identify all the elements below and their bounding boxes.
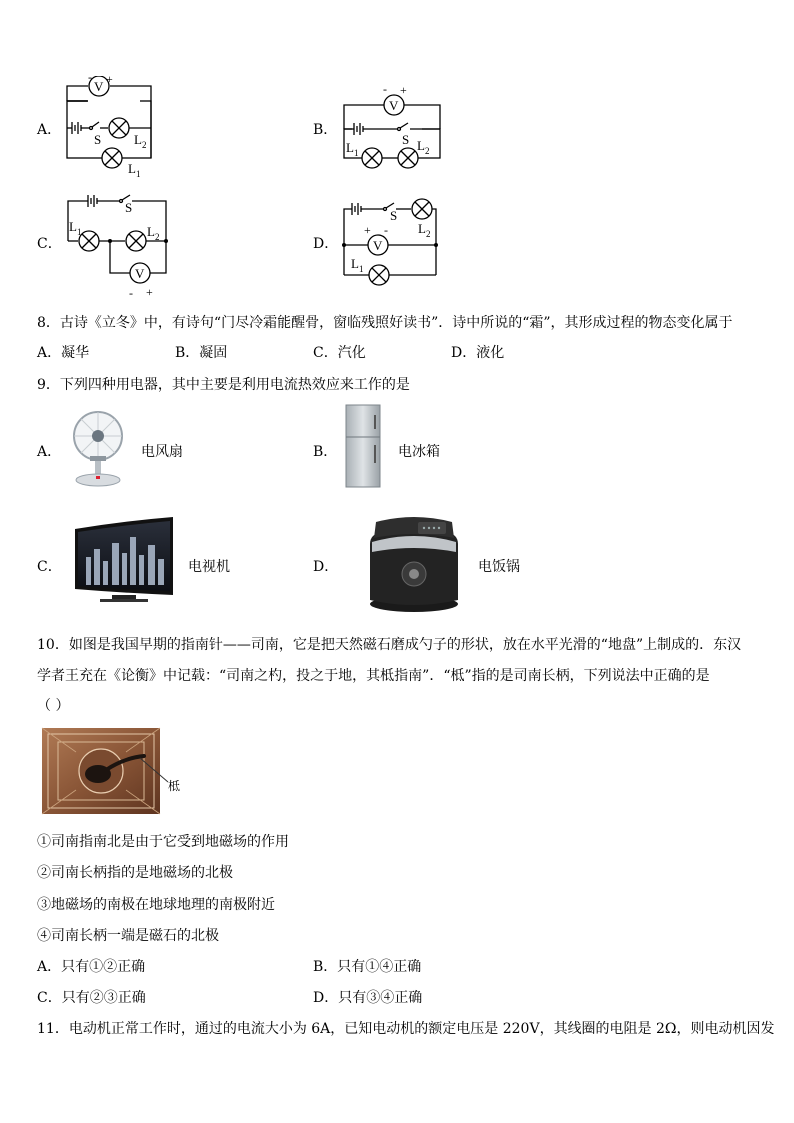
q7-circuit-d <box>338 196 446 286</box>
q9-option-a-name[interactable]: 电风扇 <box>141 444 183 460</box>
q7-circuit-b <box>338 82 448 174</box>
q9-option-b-letter[interactable]: B． <box>313 444 338 460</box>
minus-sign: - <box>129 286 133 300</box>
q10-stem-line1: 10．如图是我国早期的指南针——司南，它是把天然磁石磨成勺子的形状，放在水平光滑的“地盘”上制成的．东汉 <box>37 637 742 653</box>
q10-answer-paren: （ ） <box>37 698 70 714</box>
subscript-1: 1 <box>359 264 364 274</box>
plus-sign: + <box>106 76 113 86</box>
q10-statement-4: ④司南长柄一端是磁石的北极 <box>37 928 219 944</box>
q10-option-d[interactable]: D．只有③④正确 <box>313 990 423 1006</box>
lamp-l1-label: L <box>69 219 77 234</box>
lamp-l2-label: L <box>147 224 155 239</box>
q10-option-b[interactable]: B．只有①④正确 <box>313 959 422 975</box>
q9-option-c-letter[interactable]: C． <box>37 559 62 575</box>
q10-option-a[interactable]: A．只有①②正确 <box>37 959 146 975</box>
television-image <box>72 515 176 605</box>
voltmeter-label: V <box>373 238 383 253</box>
lamp-l1-label: L <box>346 140 354 155</box>
subscript-1: 1 <box>77 227 82 237</box>
q10-statement-3: ③地磁场的南极在地球地理的南极附近 <box>37 897 275 913</box>
minus-sign: - <box>383 82 387 96</box>
q8-option-b[interactable]: B．凝固 <box>175 345 228 361</box>
subscript-2: 2 <box>142 140 147 150</box>
subscript-2: 2 <box>425 146 430 156</box>
q7-option-c-letter: C． <box>37 236 62 252</box>
minus-sign: - <box>384 223 388 237</box>
q9-option-d-letter[interactable]: D． <box>313 559 339 575</box>
lamp-l2-label: L <box>417 138 425 153</box>
switch-label: S <box>94 132 102 147</box>
subscript-1: 1 <box>136 169 141 178</box>
electric-fan-image <box>68 410 130 488</box>
q11-stem: 11．电动机正常工作时，通过的电流大小为 6A，已知电动机的额定电压是 220V，其线圈的电阻是 2Ω，则电动机因发 <box>37 1021 775 1037</box>
refrigerator-image <box>342 403 384 489</box>
plus-sign: + <box>146 285 153 299</box>
q8-stem: 8．古诗《立冬》中，有诗句“门尽冷霜能醒骨，窗临残照好读书”．诗中所说的“霜”，其形成过程的物态变化属于 <box>37 315 733 331</box>
rice-cooker-image <box>362 512 466 616</box>
lamp-l2-label: L <box>418 221 426 236</box>
lamp-l1-label: L <box>128 161 136 176</box>
q9-option-d-name[interactable]: 电饭锅 <box>478 559 520 575</box>
q7-circuit-c <box>62 190 177 300</box>
q10-statement-2: ②司南长柄指的是地磁场的北极 <box>37 865 233 881</box>
q9-option-c-name[interactable]: 电视机 <box>188 559 230 575</box>
q9-stem: 9．下列四种用电器，其中主要是利用电流热效应来工作的是 <box>37 377 410 393</box>
voltmeter-label: V <box>135 266 145 281</box>
subscript-1: 1 <box>354 148 359 158</box>
sinan-handle-label: 柢 <box>168 779 181 793</box>
plus-sign: + <box>400 83 407 97</box>
switch-label: S <box>125 200 133 215</box>
q10-statement-1: ①司南指南北是由于它受到地磁场的作用 <box>37 834 289 850</box>
switch-label: S <box>390 208 398 223</box>
q9-option-b-name[interactable]: 电冰箱 <box>398 444 440 460</box>
minus-sign: - <box>88 76 92 84</box>
q8-option-c[interactable]: C．汽化 <box>313 345 366 361</box>
plus-sign: + <box>364 223 371 237</box>
lamp-l2-label: L <box>134 132 142 147</box>
q7-option-d-letter: D． <box>313 236 339 252</box>
q8-option-d[interactable]: D．液化 <box>451 345 505 361</box>
subscript-2: 2 <box>155 232 160 242</box>
q7-option-b-letter: B． <box>313 122 338 138</box>
voltmeter-label: V <box>94 79 104 94</box>
subscript-2: 2 <box>426 229 431 239</box>
sinan-compass-image <box>40 722 190 818</box>
q7-option-a-letter: A． <box>37 122 62 138</box>
q7-circuit-a <box>62 76 162 178</box>
voltmeter-label: V <box>389 98 399 113</box>
lamp-l1-label: L <box>351 256 359 271</box>
switch-label: S <box>402 132 410 147</box>
q9-option-a-letter[interactable]: A． <box>37 444 62 460</box>
q10-stem-line2: 学者王充在《论衡》中记载：“司南之杓，投之于地，其柢指南”．“柢”指的是司南长柄，下列说法中正确的是 <box>37 668 710 684</box>
q10-option-c[interactable]: C．只有②③正确 <box>37 990 146 1006</box>
q8-option-a[interactable]: A．凝华 <box>37 345 90 361</box>
